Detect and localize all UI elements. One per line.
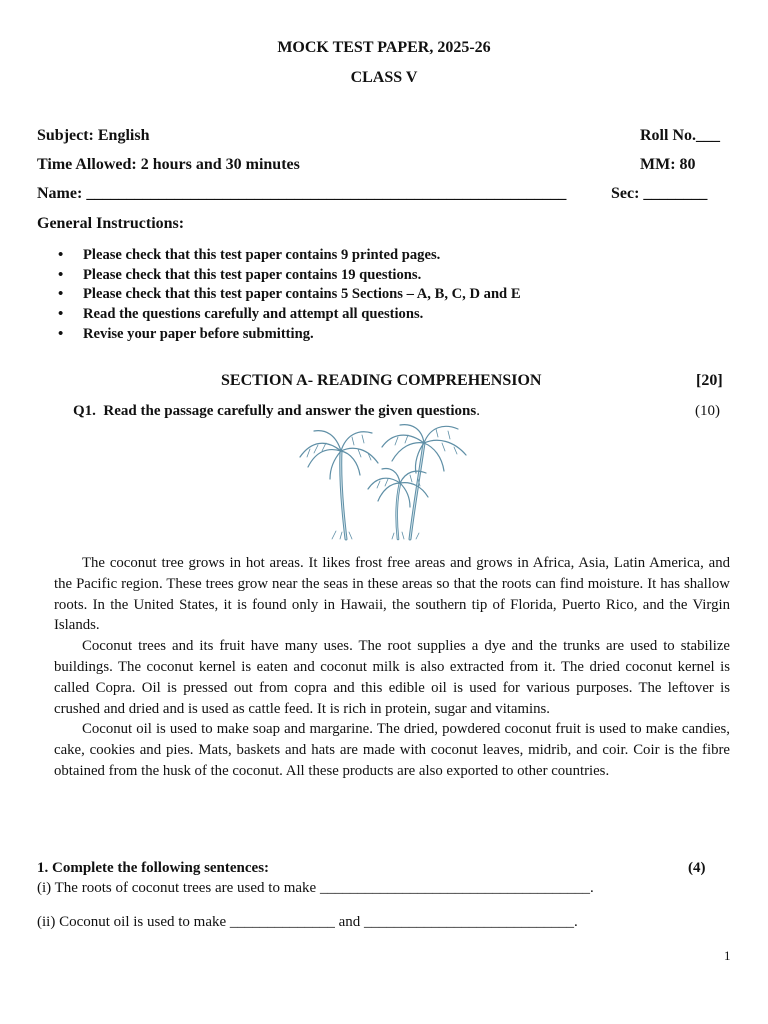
reading-passage bbox=[54, 553, 730, 782]
passage-paragraph: Coconut trees and its fruit have many uses. The root supplies a dye and the trunks are used to stabilize buildings. The coconut kernel is eaten and coconut milk is also extracted from it. The dried coconut kernel is called Copra. Oil is pressed out from copra and this edible oil is used for various purposes. The leftover is crushed and dried and is used as cattle feed. It is rich in protein, sugar and vitamins. bbox=[54, 638, 730, 717]
instruction-item: • Please check that this test paper contains 9 printed pages. bbox=[56, 246, 521, 266]
section-field: Sec: ________ bbox=[611, 185, 708, 202]
section-marks: [20] bbox=[696, 372, 723, 389]
question-1 bbox=[73, 403, 480, 420]
page-number: 1 bbox=[724, 948, 731, 963]
subquestion-marks: (4) bbox=[688, 860, 706, 876]
instructions-heading: General Instructions: bbox=[37, 215, 185, 232]
instruction-item: • Please check that this test paper contains 5 Sections – A, B, C, D and E bbox=[56, 285, 521, 305]
sentence-i: (i) The roots of coconut trees are used to make ____________________________________. bbox=[37, 880, 594, 896]
section-title: SECTION A- READING COMPREHENSION bbox=[221, 372, 542, 389]
roll-number: Roll No.___ bbox=[640, 127, 720, 144]
question-text: Read the passage carefully and answer the given questions bbox=[103, 403, 477, 419]
question-number: Q1. bbox=[73, 403, 96, 419]
question-period: . bbox=[476, 403, 480, 419]
sentence-ii: (ii) Coconut oil is used to make ______________ and ____________________________. bbox=[37, 914, 578, 930]
paper-title: MOCK TEST PAPER, 2025-26 bbox=[277, 39, 491, 56]
instruction-item: • Please check that this test paper contains 19 questions. bbox=[56, 266, 521, 286]
time-allowed: Time Allowed: 2 hours and 30 minutes bbox=[37, 156, 300, 173]
instruction-item: • Read the questions carefully and attempt all questions. bbox=[56, 305, 521, 325]
passage-paragraph: Coconut oil is used to make soap and margarine. The dried, powdered coconut fruit is used to make candies, cake, cookies and pies. Mats, baskets and hats are made with coconut leaves, midrib, and coir. Coir is the fibre obtained from the husk of the coconut. All these products are also exported to other countries. bbox=[54, 721, 730, 779]
question-1-marks: (10) bbox=[695, 403, 720, 419]
max-marks: MM: 80 bbox=[640, 156, 696, 173]
subquestion-heading: 1. Complete the following sentences: bbox=[37, 860, 270, 876]
class-title: CLASS V bbox=[350, 69, 418, 86]
subject-label: Subject: English bbox=[37, 127, 150, 144]
passage-paragraph: The coconut tree grows in hot areas. It likes frost free areas and grows in Africa, Asia, Latin America, and the Pacific region. These trees grow near the seas in these areas so that the roots can find moisture. It has shallow roots. In the United States, it is found only in Hawaii, the southern tip of Florida, Puerto Rico, and the Virgin Islands. bbox=[54, 555, 730, 634]
instructions-list bbox=[56, 246, 521, 344]
name-field: Name: ____________________________________________________________ bbox=[37, 185, 567, 202]
instruction-item: • Revise your paper before submitting. bbox=[56, 325, 521, 345]
palm-trees-illustration bbox=[296, 421, 472, 541]
